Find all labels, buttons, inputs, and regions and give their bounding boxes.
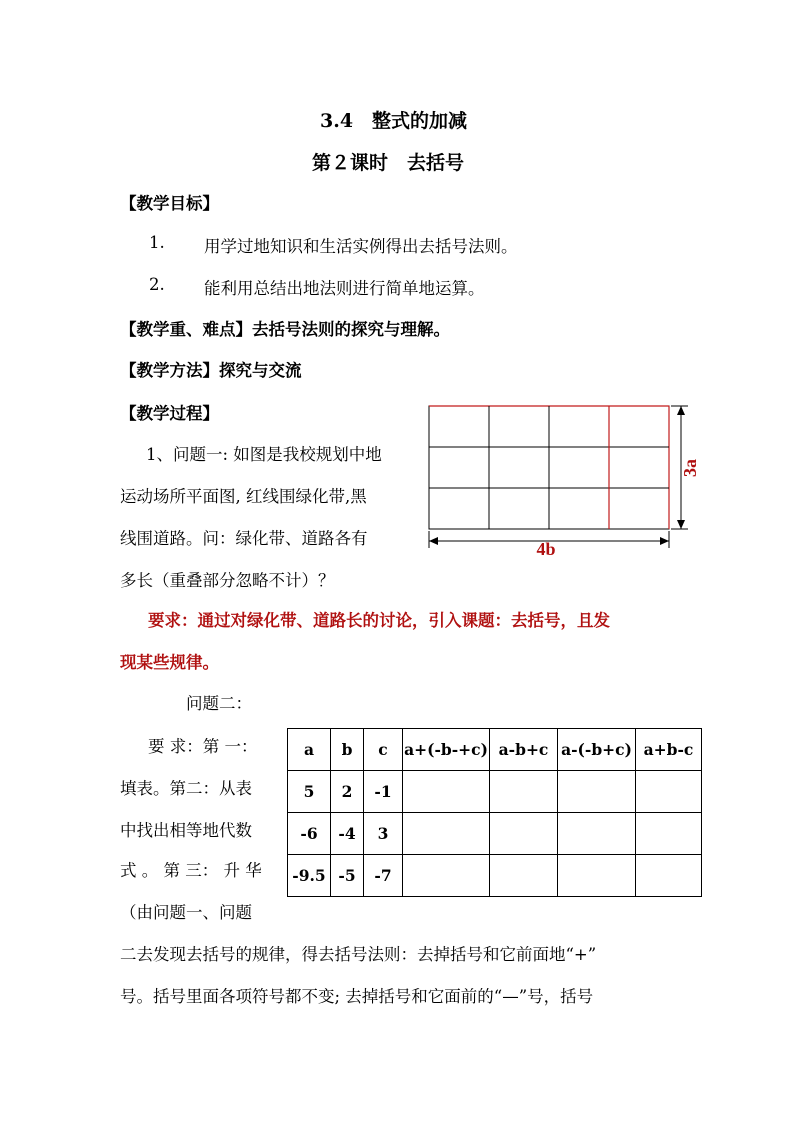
table-cell: -7 bbox=[364, 855, 403, 897]
table-header-cell: a-(-b+c) bbox=[558, 729, 636, 771]
width-arrow-left bbox=[429, 537, 438, 545]
objectives-heading: 【教学目标】 bbox=[120, 194, 219, 213]
lesson-subtitle: 第２课时 去括号 bbox=[312, 152, 465, 174]
height-label: 3a bbox=[680, 459, 700, 477]
expression-table bbox=[287, 728, 702, 897]
objective-2-text: 能利用总结出地法则进行简单地运算。 bbox=[204, 279, 485, 298]
table-cell-blank[interactable] bbox=[403, 813, 490, 855]
objective-1-number: 1. bbox=[149, 233, 165, 252]
height-arrow-bottom bbox=[677, 520, 685, 529]
table-cell-blank[interactable] bbox=[636, 813, 702, 855]
rule-line-1: 二去发现去括号的规律，得去括号法则：去掉括号和它前面地“+” bbox=[120, 945, 597, 964]
problem1-line-4: 多长（重叠部分忽略不计）？ bbox=[120, 571, 335, 590]
table-row bbox=[288, 813, 702, 855]
problem1-line-1: 1、问题一: 如图是我校规划中地 bbox=[146, 445, 382, 464]
teaching-method: 【教学方法】探究与交流 bbox=[120, 361, 302, 380]
table-cell: 5 bbox=[288, 771, 331, 813]
table-cell-blank[interactable] bbox=[403, 771, 490, 813]
process-heading: 【教学过程】 bbox=[120, 404, 219, 423]
table-header-cell: a-b+c bbox=[490, 729, 558, 771]
requirement-line-2: 现某些规律。 bbox=[120, 653, 219, 672]
table-cell-blank[interactable] bbox=[558, 813, 636, 855]
table-header-cell: c bbox=[364, 729, 403, 771]
table-cell-blank[interactable] bbox=[636, 771, 702, 813]
table-header-row bbox=[288, 729, 702, 771]
problem1-line-3: 线围道路。问：绿化带、道路各有 bbox=[120, 529, 368, 548]
problem1-line-2: 运动场所平面图, 红线围绿化带,黑 bbox=[120, 487, 367, 506]
table-cell: 3 bbox=[364, 813, 403, 855]
table-cell: 2 bbox=[331, 771, 364, 813]
left-text-line-4: 式 。 第 三： 升 华 bbox=[120, 861, 262, 880]
table-cell-blank[interactable] bbox=[490, 771, 558, 813]
table-cell-blank[interactable] bbox=[636, 855, 702, 897]
rule-line-2: 号。括号里面各项符号都不变; 去掉括号和它面前的“—”号，括号 bbox=[120, 987, 594, 1006]
key-points: 【教学重、难点】去括号法则的探究与理解。 bbox=[120, 320, 450, 339]
width-arrow-right bbox=[660, 537, 669, 545]
table-cell: -4 bbox=[331, 813, 364, 855]
table-cell-blank[interactable] bbox=[558, 855, 636, 897]
table-cell-blank[interactable] bbox=[490, 813, 558, 855]
left-text-line-2: 填表。第二：从表 bbox=[120, 779, 252, 798]
table-cell: -9.5 bbox=[288, 855, 331, 897]
table-header-cell: a+(-b-+c) bbox=[403, 729, 490, 771]
left-text-line-5: （由问题一、问题 bbox=[120, 903, 252, 922]
table-header-cell: a bbox=[288, 729, 331, 771]
table-row bbox=[288, 771, 702, 813]
table-cell-blank[interactable] bbox=[558, 771, 636, 813]
requirement-line-1: 要求：通过对绿化带、道路长的讨论，引入课题：去括号，且发 bbox=[148, 611, 610, 630]
table-cell-blank[interactable] bbox=[490, 855, 558, 897]
table-cell-blank[interactable] bbox=[403, 855, 490, 897]
page-title: 3.4 整式的加减 bbox=[320, 110, 468, 132]
field-plan-figure bbox=[426, 398, 716, 558]
table-cell: -6 bbox=[288, 813, 331, 855]
height-arrow-top bbox=[677, 406, 685, 415]
table-row bbox=[288, 855, 702, 897]
left-text-line-1: 要 求：第 一： bbox=[148, 737, 258, 756]
width-label: 4b bbox=[536, 539, 556, 558]
objective-1-text: 用学过地知识和生活实例得出去括号法则。 bbox=[204, 237, 518, 256]
left-text-line-3: 中找出相等地代数 bbox=[120, 821, 252, 840]
table-header-cell: a+b-c bbox=[636, 729, 702, 771]
problem2-label: 问题二： bbox=[186, 694, 252, 713]
table-cell: -1 bbox=[364, 771, 403, 813]
objective-2-number: 2. bbox=[149, 275, 165, 294]
table-cell: -5 bbox=[331, 855, 364, 897]
table-header-cell: b bbox=[331, 729, 364, 771]
